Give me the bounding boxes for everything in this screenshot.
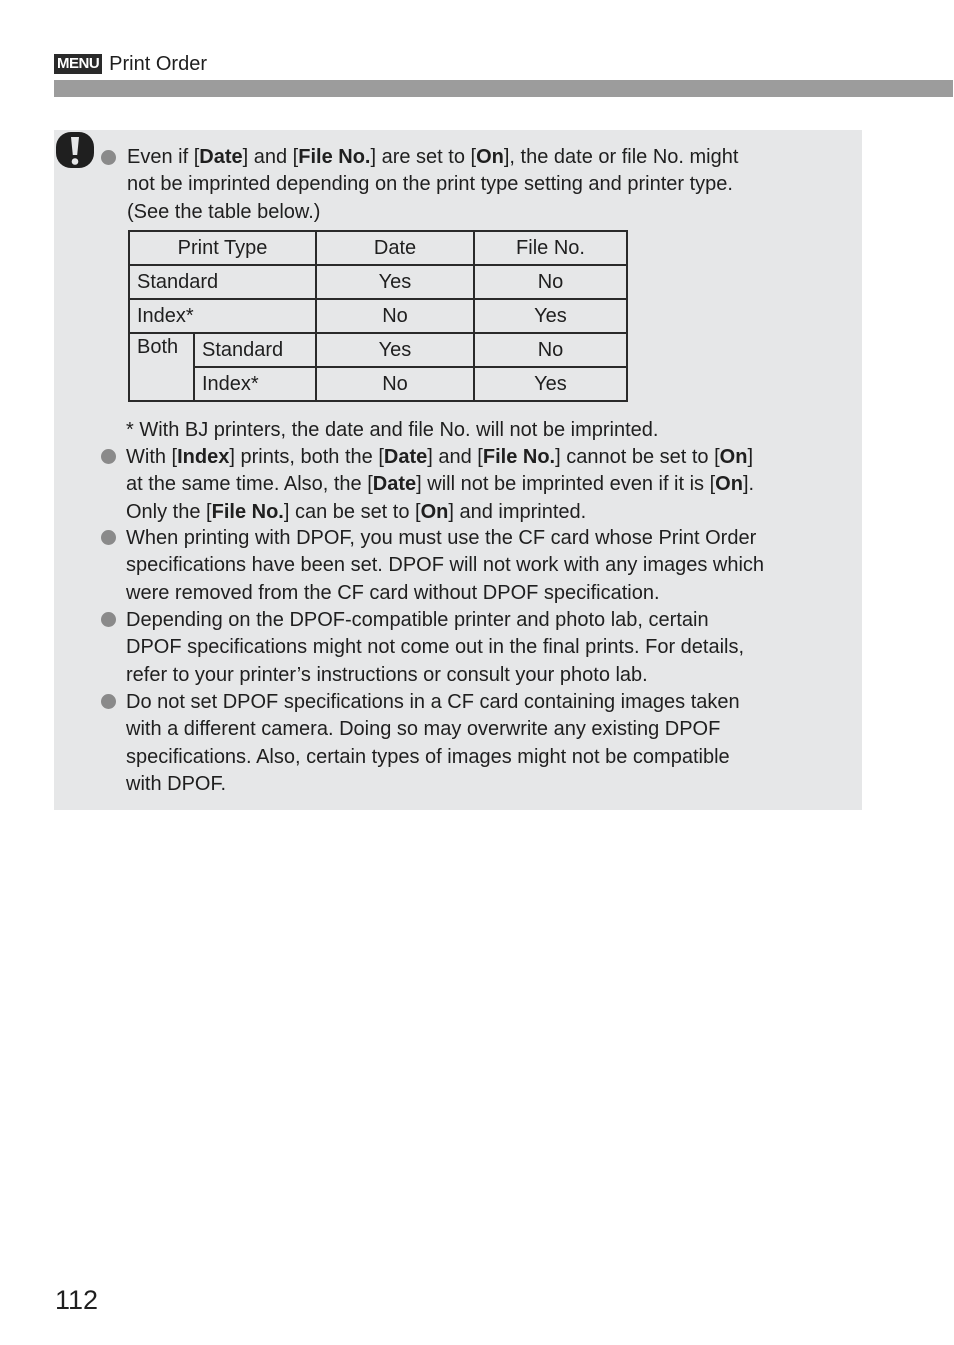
header-title: Print Order <box>109 52 207 75</box>
text-run: With [ <box>126 446 178 468</box>
bullet-line <box>127 171 738 198</box>
bullet-line <box>126 716 740 743</box>
bold-term: File No. <box>211 500 284 523</box>
page-number: 112 <box>55 1285 99 1315</box>
table-cell: No <box>316 299 474 333</box>
bold-term: Date <box>383 446 428 468</box>
text-run: ] <box>747 446 754 468</box>
table-cell: Index* <box>129 299 316 333</box>
text-run: with a different camera. Doing so may overwrite any existing DPOF <box>126 718 721 741</box>
table-row <box>129 299 627 333</box>
text-run: ] will not be imprinted even if it is [ <box>416 473 716 496</box>
text-run: ] prints, both the [ <box>229 446 384 468</box>
table-cell: Index* <box>194 367 316 401</box>
table-cell: Yes <box>316 265 474 299</box>
bullet-line <box>126 444 754 471</box>
text-run: ], the date or file No. might <box>503 146 739 168</box>
print-type-table <box>128 230 628 402</box>
table-cell-both: Both <box>129 333 194 401</box>
text-run: not be imprinted depending on the print type setting and printer type. <box>127 173 733 196</box>
bold-term: On <box>719 446 748 468</box>
table-header-cell: File No. <box>474 231 627 265</box>
table-cell: No <box>316 367 474 401</box>
bold-term: Date <box>199 146 243 168</box>
bold-term: On <box>715 473 743 496</box>
text-run: ] and [ <box>242 146 299 168</box>
text-run: ] cannot be set to [ <box>555 446 720 468</box>
table-row <box>129 367 627 401</box>
text-run: DPOF specifications might not come out in the final prints. For details, <box>126 636 745 659</box>
table-cell: Standard <box>129 265 316 299</box>
table-cell: Yes <box>316 333 474 367</box>
text-run: Do not set DPOF specifications in a CF card containing images taken <box>126 691 740 713</box>
caution-bullet-5 <box>126 689 740 798</box>
text-run: Only the [ <box>126 500 212 523</box>
table-row <box>129 333 627 367</box>
bullet-line <box>126 689 740 716</box>
menu-badge: MENU <box>54 54 102 74</box>
text-run: When printing with DPOF, you must use the CF card whose Print Order <box>126 527 757 549</box>
caution-exclamation-icon <box>55 131 95 169</box>
table-row <box>129 265 627 299</box>
text-run: ] can be set to [ <box>283 500 421 523</box>
bullet-line <box>126 525 764 552</box>
bold-term: Date <box>372 473 417 496</box>
bold-term: On <box>420 500 449 523</box>
table-header-cell: Date <box>316 231 474 265</box>
table-footnote: * With BJ printers, the date and file No. will not be imprinted. <box>126 419 659 441</box>
text-run: specifications have been set. DPOF will not work with any images which <box>126 554 765 577</box>
text-run: ]. <box>742 473 755 496</box>
bullet-line <box>126 744 740 771</box>
table-header-cell: Print Type <box>129 231 316 265</box>
page-header <box>54 50 207 78</box>
bullet-line <box>126 499 754 526</box>
bullet-dot <box>101 612 116 627</box>
text-run: refer to your printer’s instructions or consult your photo lab. <box>126 663 648 686</box>
caution-bullet-3 <box>126 525 764 607</box>
table-cell: Yes <box>474 367 627 401</box>
caution-bullet-1 <box>127 144 738 226</box>
text-run: (See the table below.) <box>127 200 321 223</box>
text-run: at the same time. Also, the [ <box>126 473 373 496</box>
bullet-dot <box>101 530 116 545</box>
text-run: Depending on the DPOF-compatible printer and photo lab, certain <box>126 609 709 631</box>
header-bar <box>54 80 953 97</box>
bold-term: Index <box>177 446 230 468</box>
bullet-line <box>126 607 744 634</box>
table-cell: Yes <box>474 299 627 333</box>
table-cell: No <box>474 265 627 299</box>
bullet-line <box>126 771 740 798</box>
table-header-row <box>129 231 627 265</box>
bold-term: On <box>476 146 504 168</box>
table-cell: No <box>474 333 627 367</box>
bullet-line <box>126 634 744 661</box>
caution-bullet-2 <box>126 444 754 526</box>
text-run: were removed from the CF card without DPOF specification. <box>126 581 660 604</box>
bullet-dot <box>101 694 116 709</box>
bullet-line <box>127 199 738 226</box>
text-run: ] and [ <box>427 446 483 468</box>
table-cell: Standard <box>194 333 316 367</box>
text-run: Even if [ <box>127 146 200 168</box>
bullet-dot <box>101 150 116 165</box>
bullet-line <box>126 662 744 689</box>
bullet-line <box>126 580 764 607</box>
text-run: with DPOF. <box>126 772 227 795</box>
text-run: specifications. Also, certain types of images might not be compatible <box>126 745 730 768</box>
text-run: ] are set to [ <box>370 146 477 168</box>
bullet-dot <box>101 449 116 464</box>
text-run: ] and imprinted. <box>448 500 587 523</box>
bold-term: File No. <box>482 446 556 468</box>
caution-bullet-4 <box>126 607 744 689</box>
bullet-line <box>127 144 738 171</box>
bullet-line <box>126 552 764 579</box>
bullet-line <box>126 471 754 498</box>
bold-term: File No. <box>298 146 371 168</box>
